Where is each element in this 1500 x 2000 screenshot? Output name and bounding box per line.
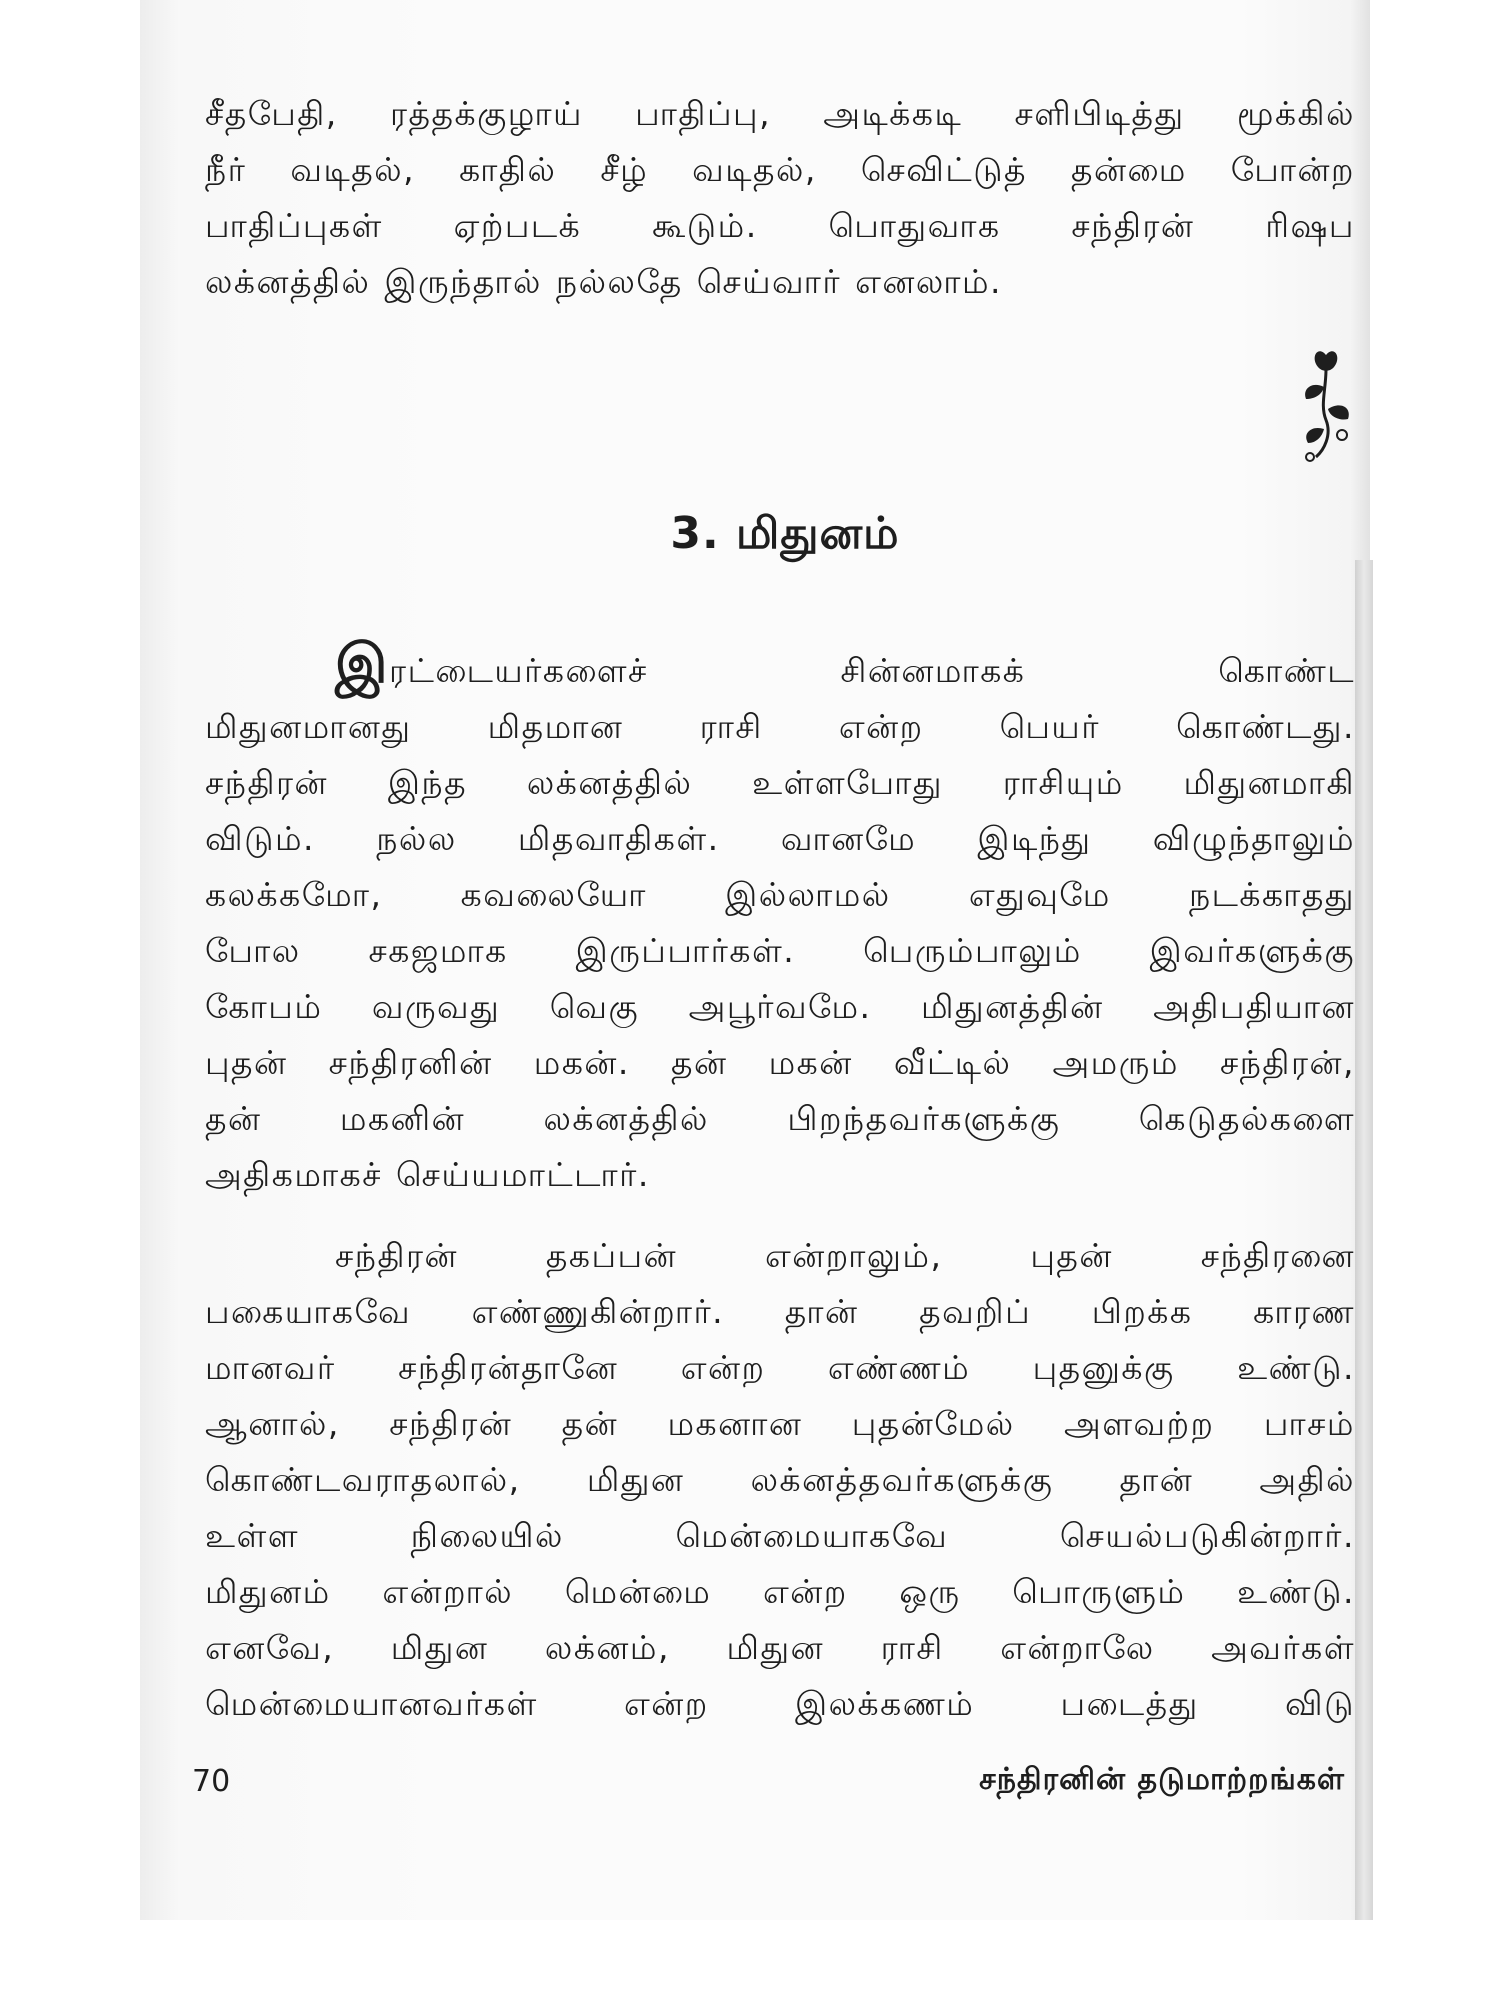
text-line: போல சகஜமாக இருப்பார்கள். பெரும்பாலும் இவர்களுக்கு bbox=[205, 931, 1355, 970]
drop-cap: இ bbox=[335, 632, 390, 695]
text-line: கொண்டவராதலால், மிதுன லக்னத்தவர்களுக்கு தான் அதில் bbox=[205, 1460, 1355, 1499]
text-line: சீதபேதி, ரத்தக்குழாய் பாதிப்பு, அடிக்கடி சளிபிடித்து மூக்கில் bbox=[205, 94, 1355, 133]
text-line: ஆனால், சந்திரன் தன் மகனான புதன்மேல் அளவற்ற பாசம் bbox=[205, 1404, 1355, 1443]
text-line: நீர் வடிதல், காதில் சீழ் வடிதல், செவிட்டுத் தன்மை போன்ற bbox=[205, 150, 1355, 189]
text-line: சந்திரன் இந்த லக்னத்தில் உள்ளபோது ராசியும் மிதுனமாகி bbox=[205, 763, 1355, 802]
text-line: அதிகமாகச் செய்யமாட்டார். bbox=[205, 1155, 650, 1194]
text-line: மிதுனம் என்றால் மென்மை என்ற ஒரு பொருளும் உண்டு. bbox=[205, 1572, 1355, 1611]
first-line-rest: ரட்டையர்களைச் சின்னமாகக் கொண்ட bbox=[389, 651, 1355, 690]
text-line: எனவே, மிதுன லக்னம், மிதுன ராசி என்றாலே அவர்கள் bbox=[205, 1628, 1355, 1667]
text-line: தன் மகனின் லக்னத்தில் பிறந்தவர்களுக்கு கெடுதல்களை bbox=[205, 1099, 1355, 1138]
text-line: புதன் சந்திரனின் மகன். தன் மகன் வீட்டில் அமரும் சந்திரன், bbox=[205, 1043, 1355, 1082]
text-line: சந்திரன் தகப்பன் என்றாலும், புதன் சந்திரனை bbox=[335, 1236, 1355, 1275]
text-line: பாதிப்புகள் ஏற்படக் கூடும். பொதுவாக சந்திரன் ரிஷப bbox=[205, 206, 1355, 245]
text-line: கோபம் வருவது வெகு அபூர்வமே. மிதுனத்தின் அதிபதியான bbox=[205, 987, 1355, 1026]
page-spine-shadow bbox=[1355, 560, 1373, 1920]
chapter-title: 3. மிதுனம் bbox=[670, 508, 900, 559]
second-paragraph bbox=[205, 1228, 1355, 1732]
text-line: விடும். நல்ல மிதவாதிகள். வானமே இடிந்து விழுந்தாலும் bbox=[205, 819, 1355, 858]
text-line: பகையாகவே எண்ணுகின்றார். தான் தவறிப் பிறக்க காரண bbox=[205, 1292, 1355, 1331]
flower-ornament-icon bbox=[1296, 345, 1356, 465]
text-line: கலக்கமோ, கவலையோ இல்லாமல் எதுவுமே நடக்காதது bbox=[205, 875, 1355, 914]
page-number: 70 bbox=[192, 1764, 231, 1799]
text-line: உள்ள நிலையில் மென்மையாகவே செயல்படுகின்றார். bbox=[205, 1516, 1355, 1555]
text-line: மானவர் சந்திரன்தானே என்ற எண்ணம் புதனுக்கு உண்டு. bbox=[205, 1348, 1355, 1387]
text-line: மிதுனமானது மிதமான ராசி என்ற பெயர் கொண்டது. bbox=[205, 707, 1355, 746]
main-paragraph bbox=[205, 632, 1355, 1203]
text-line: மென்மையானவர்கள் என்ற இலக்கணம் படைத்து விடு bbox=[205, 1684, 1355, 1723]
running-footer-title: சந்திரனின் தடுமாற்றங்கள் bbox=[979, 1762, 1345, 1797]
text-line-first bbox=[205, 632, 1355, 699]
text-line: லக்னத்தில் இருந்தால் நல்லதே செய்வார் எனலாம். bbox=[205, 262, 1002, 301]
top-paragraph bbox=[205, 86, 1355, 310]
